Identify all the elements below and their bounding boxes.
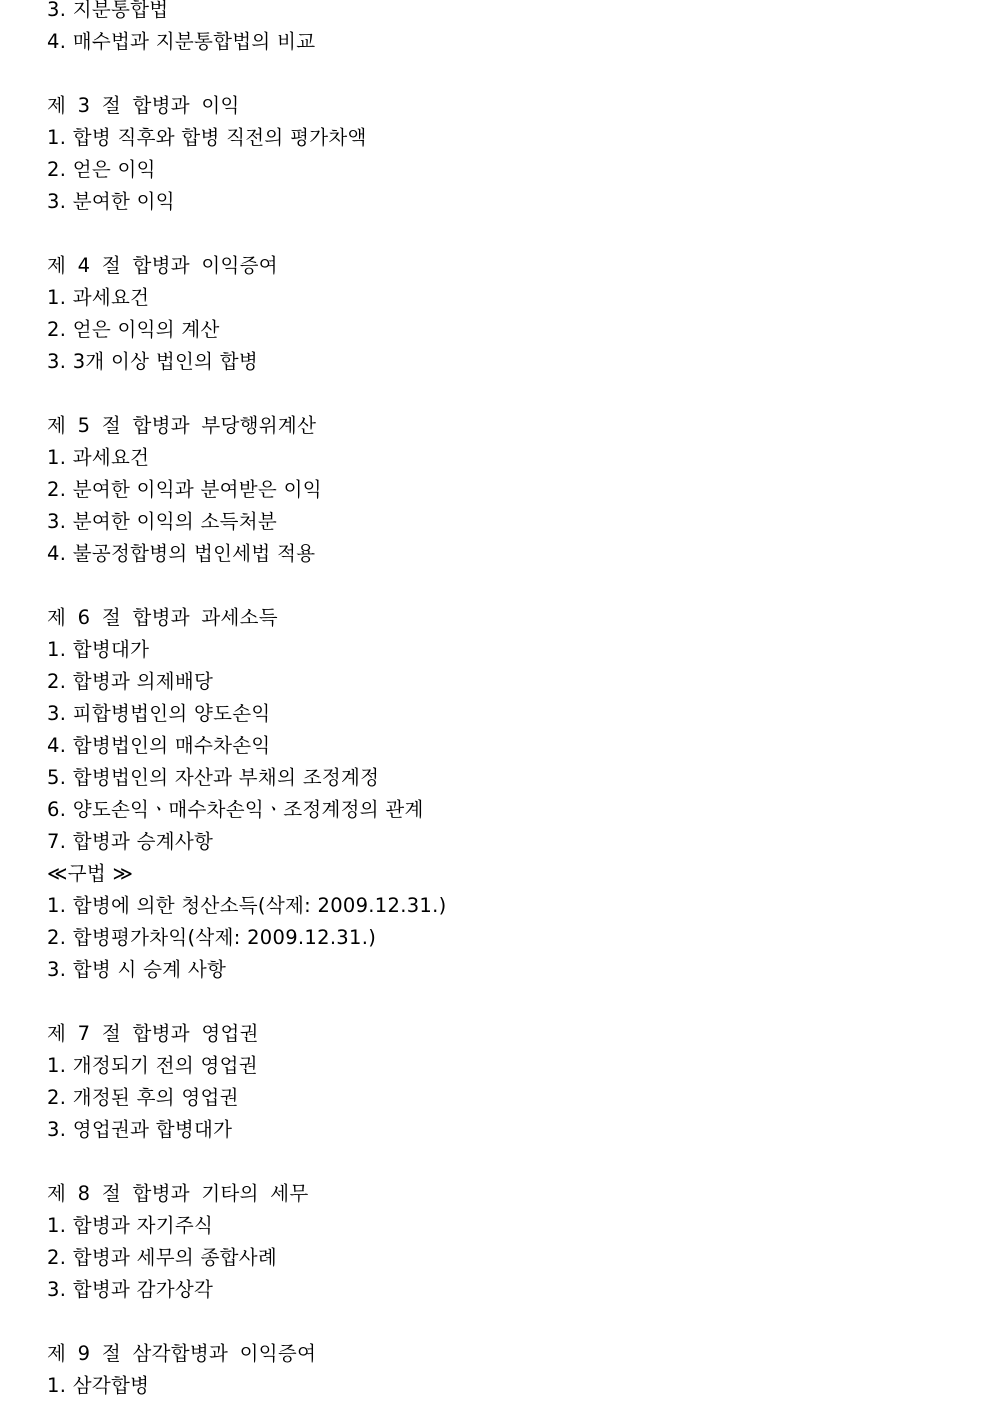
section-heading: 제 4 절 합병과 이익증여 [47, 254, 278, 277]
toc-item: ≪구법 ≫ [47, 862, 134, 885]
section-heading: 제 7 절 합병과 영업권 [47, 1022, 259, 1045]
blank-line [47, 1146, 947, 1178]
toc-item: 1. 과세요건 [47, 446, 150, 469]
section-heading: 제 8 절 합병과 기타의 세무 [47, 1182, 309, 1205]
section-heading: 제 3 절 합병과 이익 [47, 94, 240, 117]
toc-item: 2. 얻은 이익 [47, 158, 156, 181]
toc-item: 4. 불공정합병의 법인세법 적용 [47, 542, 316, 565]
blank-line [47, 218, 947, 250]
section-heading: 제 5 절 합병과 부당행위계산 [47, 414, 317, 437]
toc-item: 1. 과세요건 [47, 286, 150, 309]
toc-item: 2. 합병평가차익(삭제: 2009.12.31.) [47, 926, 377, 949]
blank-line [47, 1306, 947, 1338]
toc-item: 1. 삼각합병 [47, 1374, 150, 1397]
toc-item: 1. 개정되기 전의 영업권 [47, 1054, 258, 1077]
toc-item: 5. 합병법인의 자산과 부채의 조정계정 [47, 766, 380, 789]
toc-item: 3. 합병과 감가상각 [47, 1278, 214, 1301]
toc-item: 2. 합병과 의제배당 [47, 670, 214, 693]
toc-item: 2. 분여한 이익과 분여받은 이익 [47, 478, 322, 501]
toc-item: 4. 합병법인의 매수차손익 [47, 734, 271, 757]
toc-item: 2. 얻은 이익의 계산 [47, 318, 220, 341]
toc-item: 3. 합병 시 승계 사항 [47, 958, 227, 981]
toc-item: 2. 합병과 세무의 종합사례 [47, 1246, 278, 1269]
toc-item: 3. 3개 이상 법인의 합병 [47, 350, 259, 373]
toc-item: 7. 합병과 승계사항 [47, 830, 214, 853]
blank-line [47, 58, 947, 90]
section-heading: 제 6 절 합병과 과세소득 [47, 606, 278, 629]
blank-line [47, 986, 947, 1018]
toc-item: 3. 영업권과 합병대가 [47, 1118, 233, 1141]
toc-item: 3. 분여한 이익의 소득처분 [47, 510, 278, 533]
blank-line [47, 570, 947, 602]
toc-item: 3. 분여한 이익 [47, 190, 175, 213]
toc-item: 3. 피합병법인의 양도손익 [47, 702, 271, 725]
document-body [47, 0, 947, 1402]
toc-item: 4. 매수법과 지분통합법의 비교 [47, 30, 316, 53]
toc-item: 3. 지분통합법 [47, 0, 169, 21]
section-heading: 제 9 절 삼각합병과 이익증여 [47, 1342, 317, 1365]
blank-line [47, 378, 947, 410]
toc-item: 2. 개정된 후의 영업권 [47, 1086, 239, 1109]
toc-item: 1. 합병 직후와 합병 직전의 평가차액 [47, 126, 367, 149]
toc-item: 1. 합병과 자기주식 [47, 1214, 214, 1237]
toc-item: 1. 합병대가 [47, 638, 150, 661]
toc-item: 6. 양도손익ㆍ매수차손익ㆍ조정계정의 관계 [47, 798, 424, 821]
toc-item: 1. 합병에 의한 청산소득(삭제: 2009.12.31.) [47, 894, 447, 917]
